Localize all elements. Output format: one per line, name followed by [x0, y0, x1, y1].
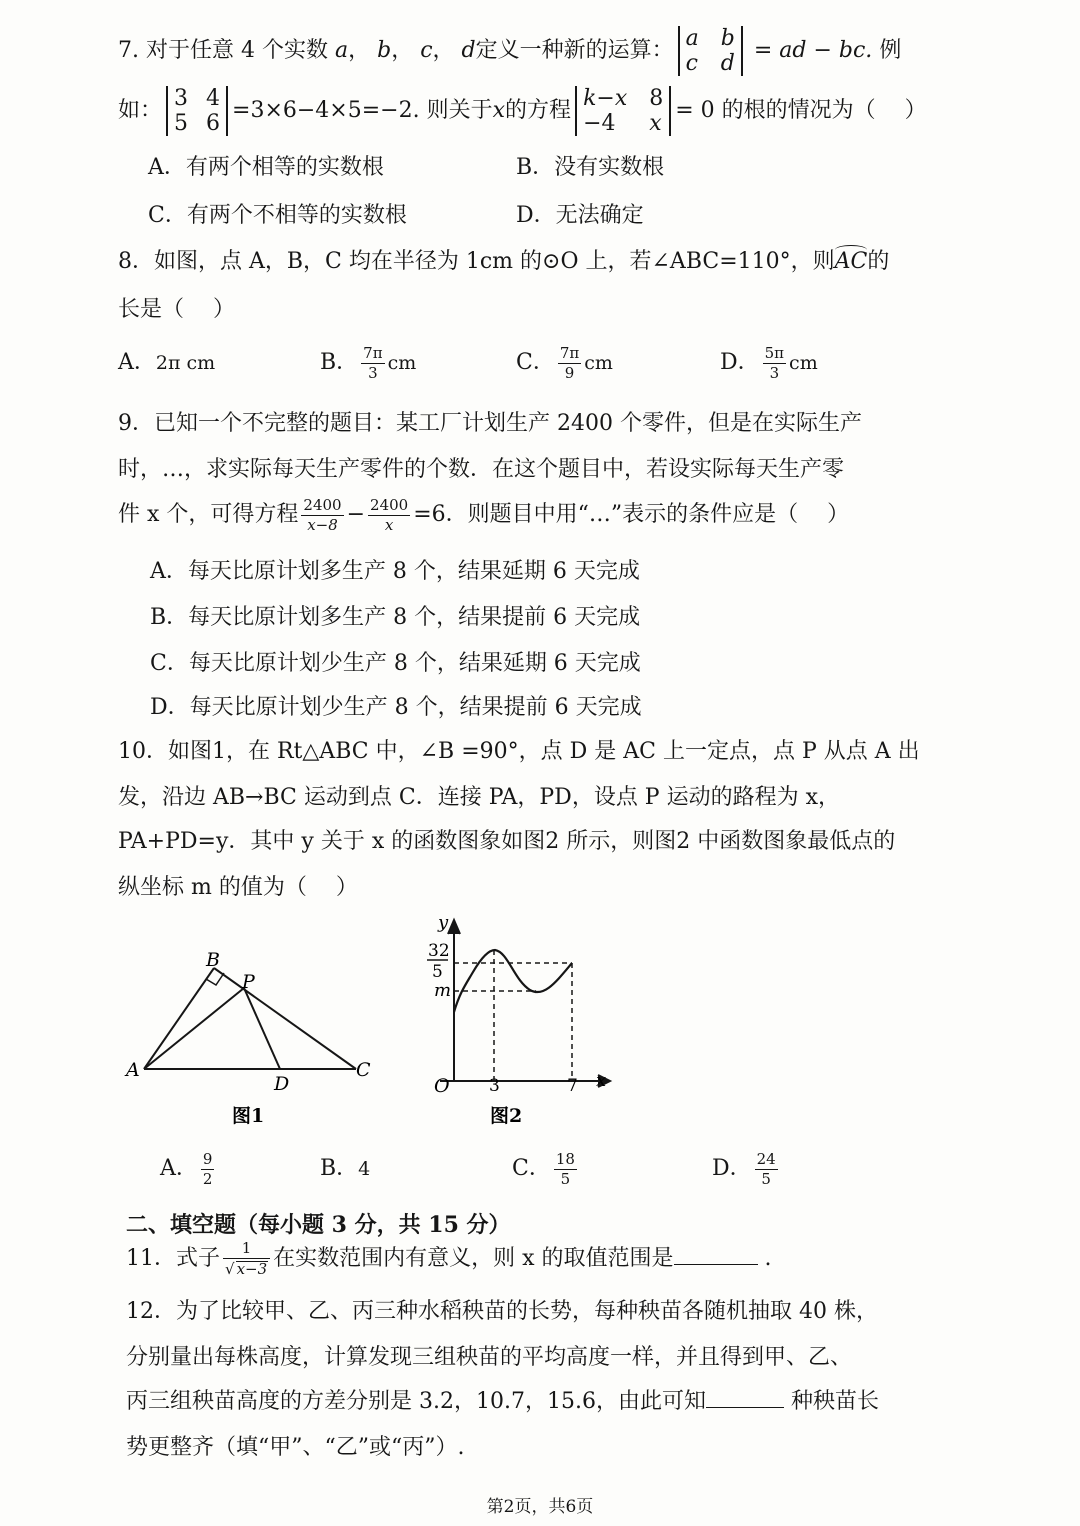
q7-option-d: D．无法确定: [516, 203, 644, 228]
q7-example-word: 如：: [118, 98, 163, 123]
fig1-caption: 图1: [232, 1105, 265, 1127]
q8-line1-pre: 8．如图，点 A，B，C 均在半径为 1cm 的⊙O 上，若∠ABC=110°，则: [118, 249, 835, 274]
var-b: b: [377, 38, 392, 63]
q7-example-calc: =3×6−4×5=−2.: [232, 98, 420, 123]
var-c: c: [420, 38, 433, 63]
fig2-y-min-label: m: [434, 980, 452, 1001]
fig1-label-d: D: [274, 1073, 290, 1095]
q7-question-pre: 则关于: [426, 98, 493, 123]
fig1-label-b: B: [206, 949, 220, 971]
q11-fraction: $\frac{1}{√ x-3}$: [223, 1241, 270, 1277]
fig2-x-tick-7: 7: [567, 1076, 578, 1096]
var-a: a: [334, 38, 349, 63]
var-d: d: [461, 38, 476, 63]
q10-option-d: D． $\frac{24}{5}$: [712, 1149, 776, 1188]
q7-option-c: C．有两个不相等的实数根: [148, 203, 407, 228]
q7-question-var: x: [492, 98, 506, 123]
q9-line1: 9．已知一个不完整的题目：某工厂计划生产 2400 个零件，但是在实际生产: [118, 411, 862, 436]
fig2-x-axis-label: x: [596, 1070, 607, 1091]
q12-line3: [126, 1384, 879, 1415]
q7-intro: 对于任意 4 个实数: [146, 38, 328, 63]
q12-answer-blank[interactable]: [706, 1387, 784, 1408]
q10-option-b: B．4: [320, 1156, 371, 1181]
q9-option-a: A．每天比原计划多生产 8 个，结果延期 6 天完成: [150, 559, 640, 584]
q7-equation-determinant: k−x 8 −4 x: [575, 86, 671, 136]
q7-definition-determinant: a b c d: [678, 26, 743, 76]
q9-option-d: D．每天比原计划少生产 8 个，结果提前 6 天完成: [150, 695, 642, 720]
q8-option-a: A．2π cm: [118, 350, 216, 375]
q10-line2: 发，沿边 AB→BC 运动到点 C．连接 PA，PD，设点 P 运动的路程为 x，: [118, 785, 841, 810]
fig1-label-c: C: [356, 1059, 371, 1081]
q12-line2: 分别量出每株高度，计算发现三组秧苗的平均高度一样，并且得到甲、乙、: [126, 1345, 853, 1370]
q8-line1-post: 的: [867, 249, 890, 274]
q7-example-tail: 例: [879, 38, 902, 63]
q9-option-c: C．每天比原计划少生产 8 个，结果延期 6 天完成: [150, 651, 641, 676]
fig2-function-curve: [454, 950, 572, 1012]
q9-fraction-1: $\frac{2400}{x-8}$: [303, 495, 342, 534]
q7-question-post: = 0 的根的情况为（ ）: [675, 98, 927, 123]
fig2-y-axis-label: y: [438, 912, 449, 933]
fig1-label-p: P: [242, 971, 255, 993]
q11-answer-blank[interactable]: [674, 1244, 758, 1265]
fig2-caption: 图2: [490, 1105, 523, 1127]
q7-number: 7.: [118, 38, 139, 63]
q12-line1: 12．为了比较甲、乙、丙三种水稻秧苗的长势，每种秧苗各随机抽取 40 株，: [126, 1299, 878, 1324]
fig2-x-tick-3: 3: [489, 1076, 500, 1096]
q7-option-a: A．有两个相等的实数根: [148, 155, 384, 180]
q11-pre: 11．式子: [126, 1246, 220, 1271]
q9-option-b: B．每天比原计划多生产 8 个，结果提前 6 天完成: [150, 605, 641, 630]
q10-line4: 纵坐标 m 的值为（ ）: [118, 875, 358, 900]
q8-option-c: C． $\frac{7\pi}{9}$ cm: [516, 343, 613, 382]
q11-post: 在实数范围内有意义，则 x 的取值范围是: [273, 1246, 674, 1271]
q12-line3-pre: 丙三组秧苗高度的方差分别是 3.2，10.7，15.6，由此可知: [126, 1389, 706, 1414]
q7-line2: [118, 86, 927, 136]
figure-2: [418, 906, 618, 1130]
page-number: 第2页，共6页: [486, 1497, 594, 1517]
q9-line3-pre: 件 x 个，可得方程: [118, 502, 299, 527]
q8-line1: [118, 244, 889, 275]
q7-example-determinant: 3 4 5 6: [166, 86, 228, 136]
q7-question-mid: 的方程: [505, 98, 572, 123]
fig2-y-tick-num: 32: [428, 941, 450, 961]
q11-line: 11．式子 $\frac{1}{√ x-3}$ 在实数范围内有意义，则 x 的取值范围是 .: [126, 1239, 772, 1278]
q10-option-a: A． $\frac{9}{2}$: [160, 1149, 213, 1188]
q10-line1: 10．如图1，在 Rt△ABC 中，∠B =90°，点 D 是 AC 上一定点，点 P 从点 A 出: [118, 739, 920, 764]
q12-line4: 势更整齐（填“甲”、“乙”或“丙”）.: [126, 1435, 465, 1460]
q8-option-b: B． $\frac{7\pi}{3}$ cm: [320, 343, 417, 382]
q10-line3: PA+PD=y．其中 y 关于 x 的函数图象如图2 所示，则图2 中函数图象最低点的: [118, 829, 896, 854]
figure-1: [118, 944, 388, 1130]
q7-define-text: 定义一种新的运算：: [475, 38, 674, 63]
q7-line1: 7. 对于任意 4 个实数 a， b， c， d定义一种新的运算： a b c d = ad − bc. 例: [118, 26, 902, 76]
q9-line2: 时，…，求实际每天生产零件的个数．在这个题目中，若设实际每天生产零: [118, 457, 845, 482]
fig1-label-a: A: [126, 1059, 140, 1081]
q9-line3-post: =6．则题目中用“…”表示的条件应是（ ）: [413, 502, 850, 527]
q10-option-c: C． $\frac{18}{5}$: [512, 1149, 575, 1188]
fig2-y-tick-den: 5: [432, 962, 443, 982]
section-2-title: 二、填空题（每小题 3 分，共 15 分）: [126, 1212, 511, 1238]
fig2-origin-label: O: [434, 1075, 450, 1097]
q9-line3: 件 x 个，可得方程 $\frac{2400}{x-8}$ − $\frac{2400}{x}$ =6．则题目中用“…”表示的条件应是（ ）: [118, 495, 850, 534]
q8-arc-ac: AC: [834, 249, 868, 274]
q12-line3-post: 种秧苗长: [790, 1389, 879, 1414]
q9-fraction-2: $\frac{2400}{x}$: [370, 495, 409, 534]
q7-option-b: B．没有实数根: [516, 155, 665, 180]
q8-option-d: D． $\frac{5\pi}{3}$ cm: [720, 343, 818, 382]
q8-line2: 长是（ ）: [118, 297, 235, 322]
q7-definition-rhs: = ad − bc.: [753, 38, 873, 63]
